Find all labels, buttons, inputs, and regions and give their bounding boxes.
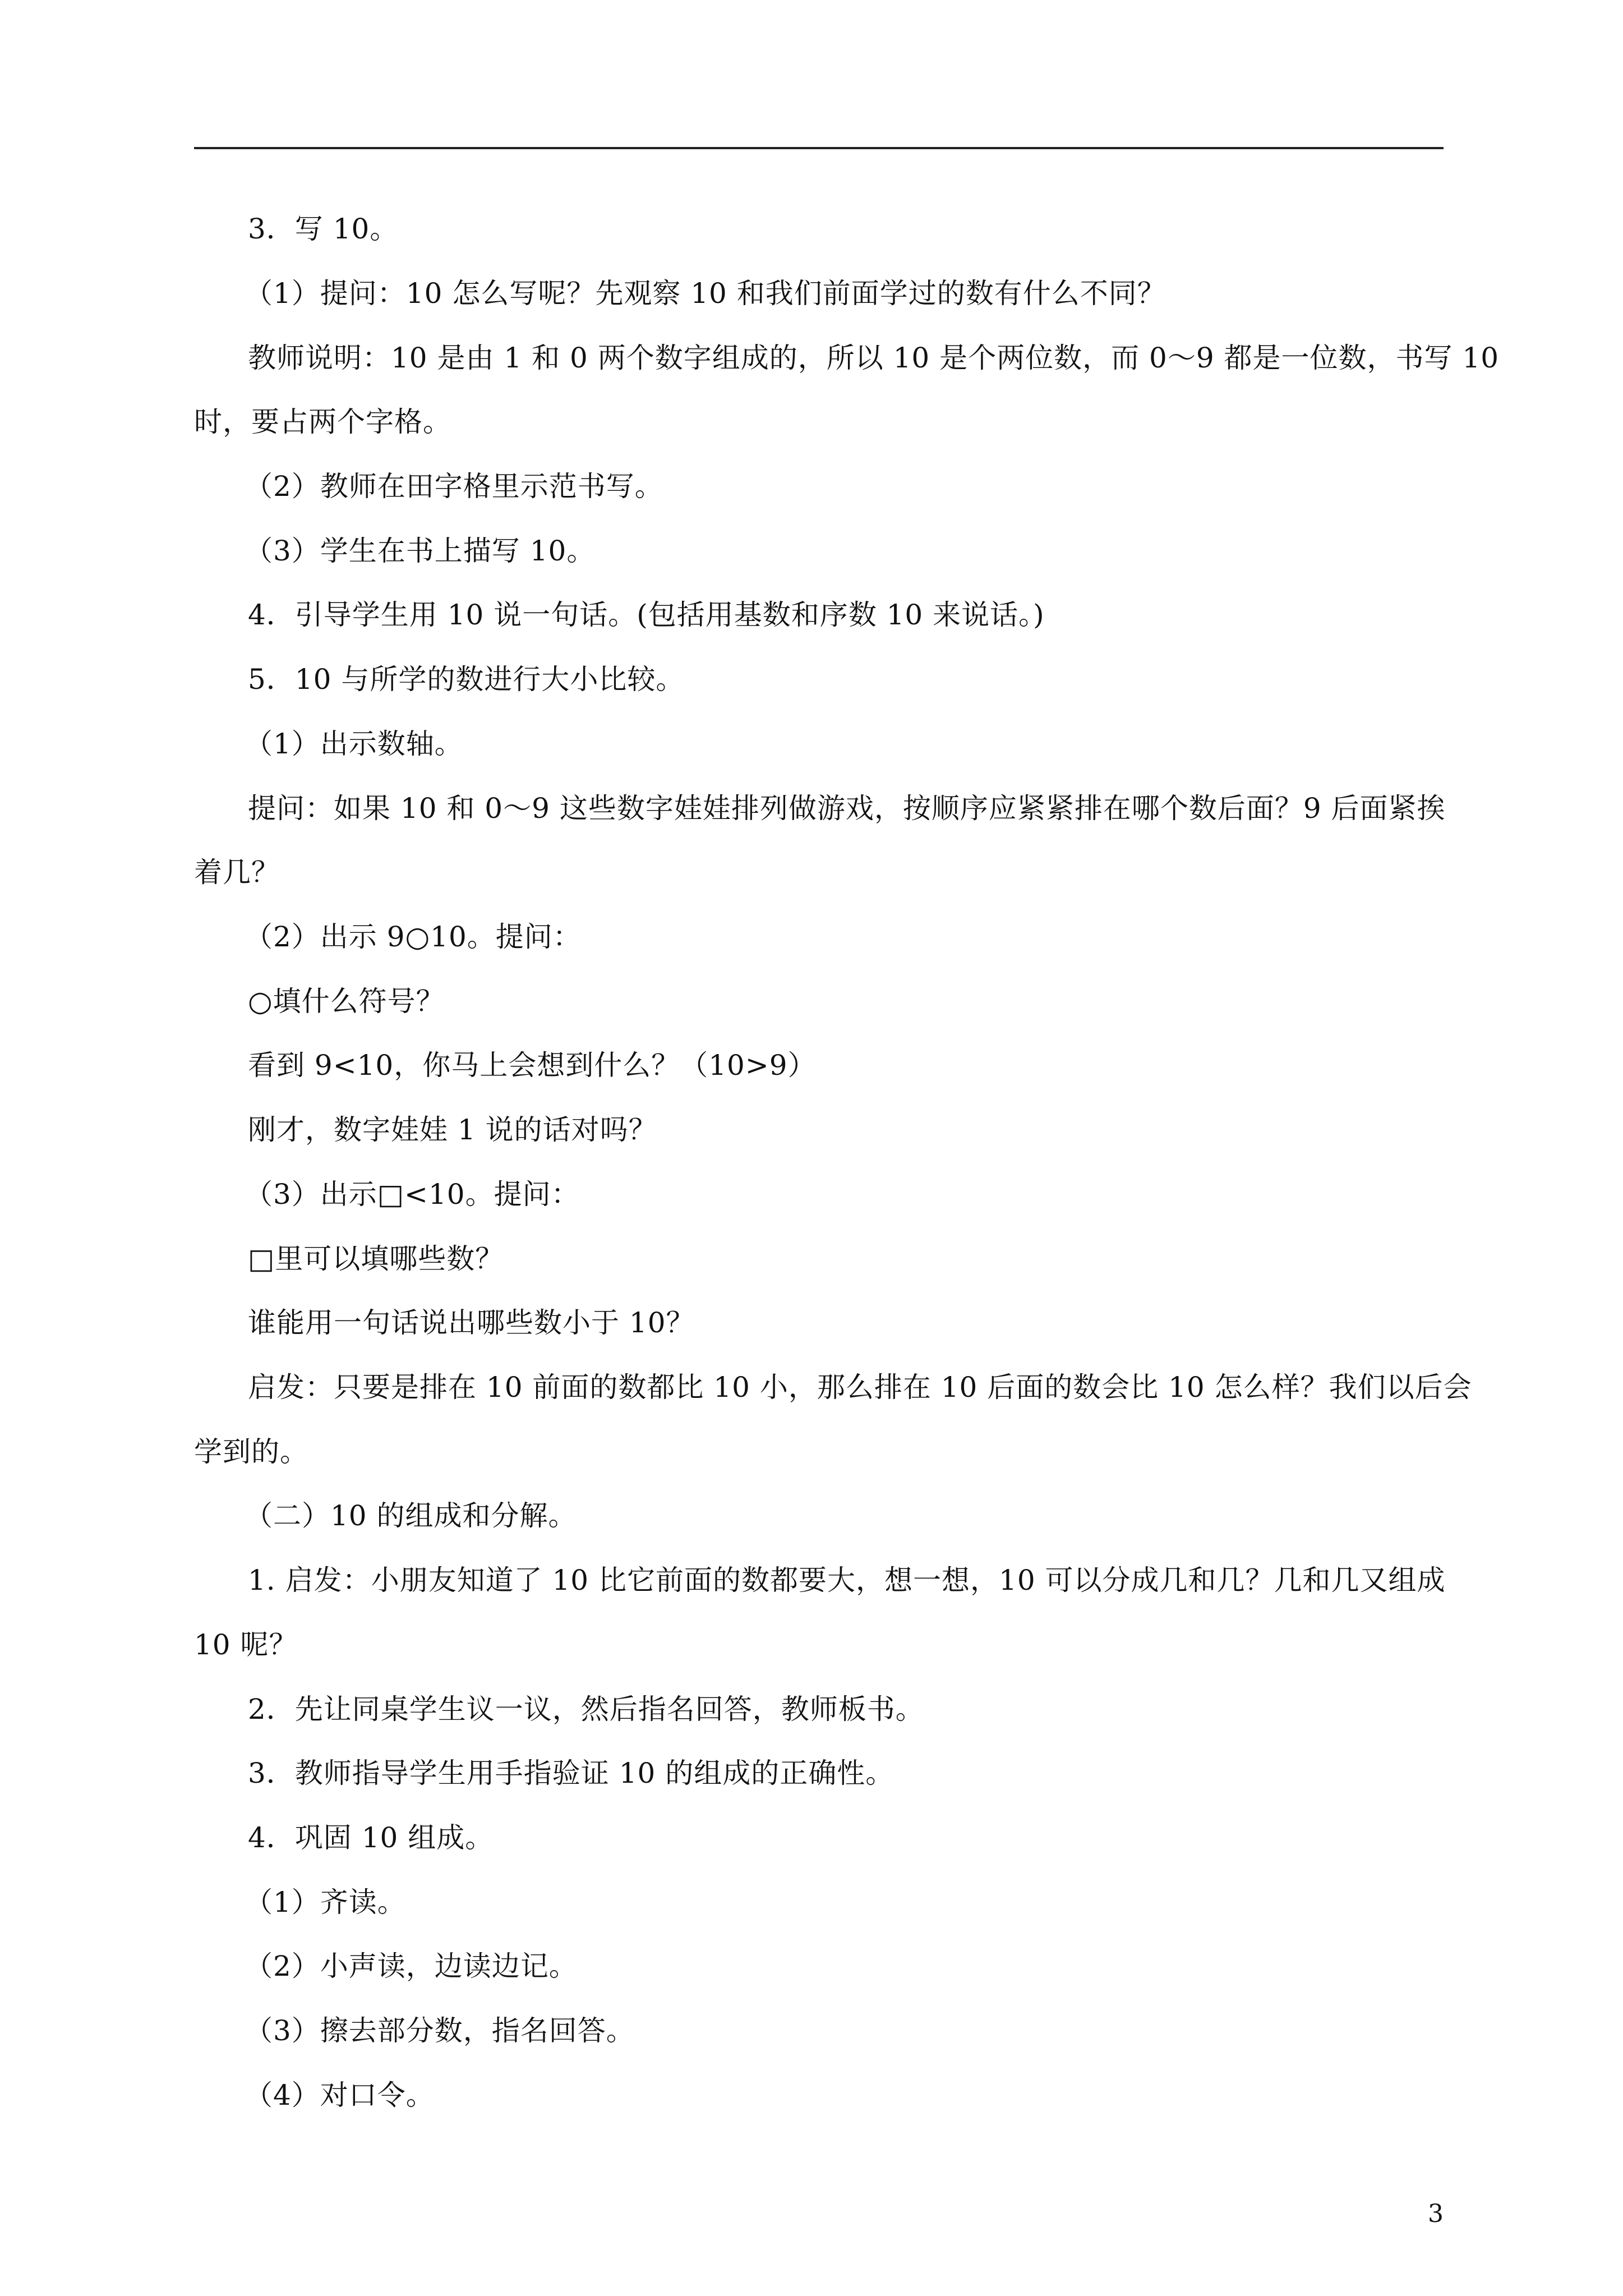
text-line: （4）对口令。 bbox=[245, 2079, 435, 2111]
text-line: ○填什么符号？ bbox=[248, 985, 445, 1018]
text-line: □里可以填哪些数？ bbox=[248, 1243, 504, 1275]
text-line: 3．写 10。 bbox=[248, 213, 399, 245]
text-line: （二）10 的组成和分解。 bbox=[245, 1499, 577, 1532]
text-line: （1）齐读。 bbox=[245, 1886, 406, 1918]
page-number: 3 bbox=[1428, 2200, 1444, 2228]
text-line: 10 呢？ bbox=[194, 1628, 298, 1661]
text-line: 时，要占两个字格。 bbox=[194, 406, 451, 438]
text-line: （1）提问：10 怎么写呢？先观察 10 和我们前面学过的数有什么不同？ bbox=[245, 277, 1166, 310]
text-line: 2．先让同桌学生议一议，然后指名回答，教师板书。 bbox=[248, 1693, 924, 1726]
text-line: 5．10 与所学的数进行大小比较。 bbox=[248, 663, 685, 696]
text-line: 4．巩固 10 组成。 bbox=[248, 1821, 494, 1854]
text-line: （2）出示 9○10。提问： bbox=[245, 921, 582, 953]
text-line: 1. 启发：小朋友知道了 10 比它前面的数都要大，想一想，10 可以分成几和几？几和几又组成 bbox=[248, 1564, 1446, 1596]
text-line: 4．引导学生用 10 说一句话。(包括用基数和序数 10 来说话。) bbox=[248, 599, 1045, 631]
text-line: （2）教师在田字格里示范书写。 bbox=[245, 470, 663, 503]
text-line: 刚才，数字娃娃 1 说的话对吗？ bbox=[248, 1114, 657, 1146]
text-line: 看到 9<10，你马上会想到什么？（10>9） bbox=[248, 1049, 817, 1082]
text-line: 学到的。 bbox=[194, 1435, 308, 1468]
text-line: 启发：只要是排在 10 前面的数都比 10 小，那么排在 10 后面的数会比 10 怎么样？我们以后会 bbox=[248, 1371, 1472, 1404]
text-line: 着几？ bbox=[194, 856, 280, 889]
text-line: 教师说明：10 是由 1 和 0 两个数字组成的，所以 10 是个两位数，而 0～9 都是一位数，书写 10 bbox=[248, 342, 1500, 374]
text-line: （3）出示□<10。提问： bbox=[245, 1178, 580, 1211]
text-line: （1）出示数轴。 bbox=[245, 728, 463, 760]
text-line: 谁能用一句话说出哪些数小于 10？ bbox=[248, 1306, 695, 1339]
text-line: 3．教师指导学生用手指验证 10 的组成的正确性。 bbox=[248, 1757, 895, 1789]
text-line: （2）小声读，边读边记。 bbox=[245, 1950, 578, 1982]
text-line: 提问：如果 10 和 0～9 这些数字娃娃排列做游戏，按顺序应紧紧排在哪个数后面？9 后面紧挨 bbox=[248, 792, 1446, 825]
text-line: （3）擦去部分数，指名回答。 bbox=[245, 2014, 635, 2047]
header-rule bbox=[194, 147, 1444, 149]
text-line: （3）学生在书上描写 10。 bbox=[245, 535, 596, 567]
